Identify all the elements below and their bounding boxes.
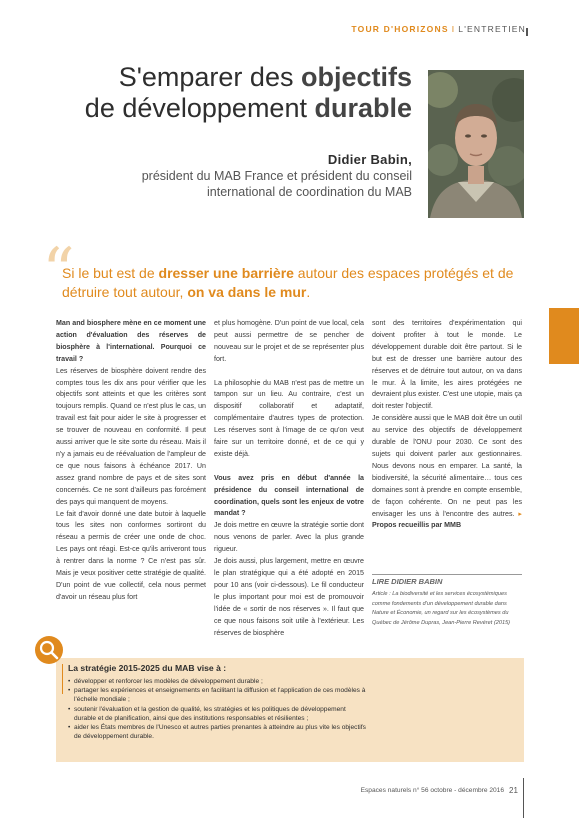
paragraph: La philosophie du MAB n'est pas de mettre un tampon sur un lieu. Au contraire, c'est un dispositif collaboratif et adaptatif, complémentaire d'autres types de protection. Les réserves sont à l'image de ce qu'on veut faire sur un territoire donné, et de ce qui y existe déjà. xyxy=(214,378,364,458)
box-accent-line xyxy=(62,664,63,694)
portrait-illustration xyxy=(428,70,524,218)
reference-heading: LIRE DIDIER BABIN xyxy=(372,577,443,586)
credit: Propos recueillis par MMB xyxy=(372,521,462,530)
question-2: Vous avez pris en début d'année la présidence du conseil international de coordination, quels sont les enjeux de votre mandat ? xyxy=(214,473,364,518)
paragraph: Le fait d'avoir donné une date butoir à laquelle tous les sites non conformes sortiront du réseau a permis de créer une onde de choc. Les pays ont réagi. Est-ce qu'ils arriveront tous à rentrer dans la norme ? Ce n'est pas sûr. Mais je veux positiver cette stratégie de qualité. D'un point de vue collectif, cela nous permet d'avoir un réseau plus fort xyxy=(56,509,206,601)
strategy-list xyxy=(68,677,368,741)
list-item: • soutenir l'évaluation et la gestion de qualité, les stratégies et les politiques de développement durable et de planification, ainsi que des institutions responsables et résilientes ; xyxy=(68,705,368,723)
reference-divider xyxy=(372,574,522,575)
quote-part3: . xyxy=(306,284,311,300)
article-title xyxy=(40,62,412,124)
title-line2-text: de développement xyxy=(84,93,315,123)
column-2 xyxy=(214,318,364,639)
footer-publication: Espaces naturels n° 56 octobre - décembre 2016 xyxy=(360,787,504,794)
title-line1-text: S'emparer des xyxy=(118,62,301,92)
paragraph: Les réserves de biosphère doivent rendre des comptes tous les dix ans pour vérifier que les objectifs sont atteints et que les critères sont toujours remplis. Quand ce n'est plus le cas, un travail est fait pour aider le site à progresser et se trouver de nouveau en conformité. Il peut aussi arriver que le site sorte du réseau. Mais il n'y a jamais eu de réévaluation de l'ampleur de ce que nous faisons à échéance 2017. Un assez grand nombre de pays et de sites sont concernés. Ce ne sont d'ailleurs pas forcément des pays qui manquent de moyens. xyxy=(56,366,206,506)
side-tab xyxy=(549,308,579,364)
header-separator: I xyxy=(451,24,456,34)
quote-part2: autour des espaces protégés et de détruire tout autour, xyxy=(62,265,514,300)
running-header xyxy=(330,24,526,34)
column-3 xyxy=(372,318,522,532)
paragraph: Je dois aussi, plus largement, mettre en œuvre le plan stratégique qui a été adopté en 2015 pour 10 ans (voir ci-dessous). Le fil conducteur le plus important pour moi est de promouvoir l'idée de « sortir de nos réserves ». Il faut que ce que nous faisons soit utile à l'extérieur. Les réserves de biosphère xyxy=(214,557,364,637)
paragraph: Je considère aussi que le MAB doit être un outil au service des objectifs de développement durable de l'ONU pour 2030. Ce sont des sujets qui doivent parler aux gestionnaires. Nous devons nous en emparer. La santé, la biodiversité, la sécurité alimentaire… tous ces domaines sont à prendre en compte ensemble, de façon cohérente. On ne peut pas les envisager les uns à l'encontre des autres. xyxy=(372,414,522,518)
list-item: • développer et renforcer les modèles de développement durable ; xyxy=(68,677,368,686)
subsection-label: L'ENTRETIEN xyxy=(458,24,526,34)
author-block xyxy=(96,152,412,200)
column-1 xyxy=(56,318,206,604)
arrow-icon: ▸ xyxy=(518,509,522,518)
list-item: • partager les expériences et enseignements en facilitant la diffusion et l'application de ces modèles à l'échelle mondiale ; xyxy=(68,686,368,704)
header-rule xyxy=(526,28,528,36)
section-label: TOUR D'HORIZONS xyxy=(351,24,449,34)
quote-part1: Si le but est de xyxy=(62,265,159,281)
paragraph: sont des territoires d'expérimentation qui doivent profiter à tout le monde. Le développement durable doit être partout. Si le but est de dresser une barrière autour des réserves et de détruire tout autour, on va dans le mur. À la limite, les aires protégées ne devraient plus exister. C'est une utopie, mais ça doit rester l'objectif. xyxy=(372,319,523,411)
quote-mark-icon: “ xyxy=(42,235,75,309)
paragraph: et plus homogène. D'un point de vue local, cela peut aussi permettre de se pencher de nouveau sur le projet et de se représenter plus fort. xyxy=(214,319,364,363)
magnifier-glyph xyxy=(35,636,63,664)
pull-quote xyxy=(62,264,522,302)
quote-bold1: dresser une barrière xyxy=(158,265,294,281)
title-line2-bold: durable xyxy=(314,93,412,123)
author-name: Didier Babin, xyxy=(327,152,412,167)
author-role-line1: président du MAB France et président du conseil xyxy=(141,169,412,183)
box-title: La stratégie 2015-2025 du MAB vise à : xyxy=(68,663,227,673)
portrait-photo xyxy=(428,70,524,218)
reference-body: Article : La biodiversité et les services écosystémiques comme fondements d'un développement durable dans Nature et Économie, un regard sur les écosystèmes du Québec de Jérôme Dupras, Jean-Pierre Revéret (2015) xyxy=(372,591,511,626)
author-role-line2: international de coordination du MAB xyxy=(207,185,412,199)
quote-bold2: on va dans le mur xyxy=(187,284,307,300)
footer-rule xyxy=(523,778,524,818)
page-number: 21 xyxy=(509,786,518,795)
magnifier-icon xyxy=(35,636,63,664)
paragraph: Je dois mettre en œuvre la stratégie sortie dont nous venons de parler. Avec la plus grande rigueur. xyxy=(214,521,364,554)
list-item: • aider les États membres de l'Unesco et autres parties prenantes à atteindre au plus vite les objectifs de développement durable. xyxy=(68,723,368,741)
title-line1-bold: objectifs xyxy=(300,62,412,92)
question-1: Man and biosphere mène en ce moment une action d'évaluation des réserves de biosphère à l'international. Pourquoi ce travail ? xyxy=(56,319,206,363)
